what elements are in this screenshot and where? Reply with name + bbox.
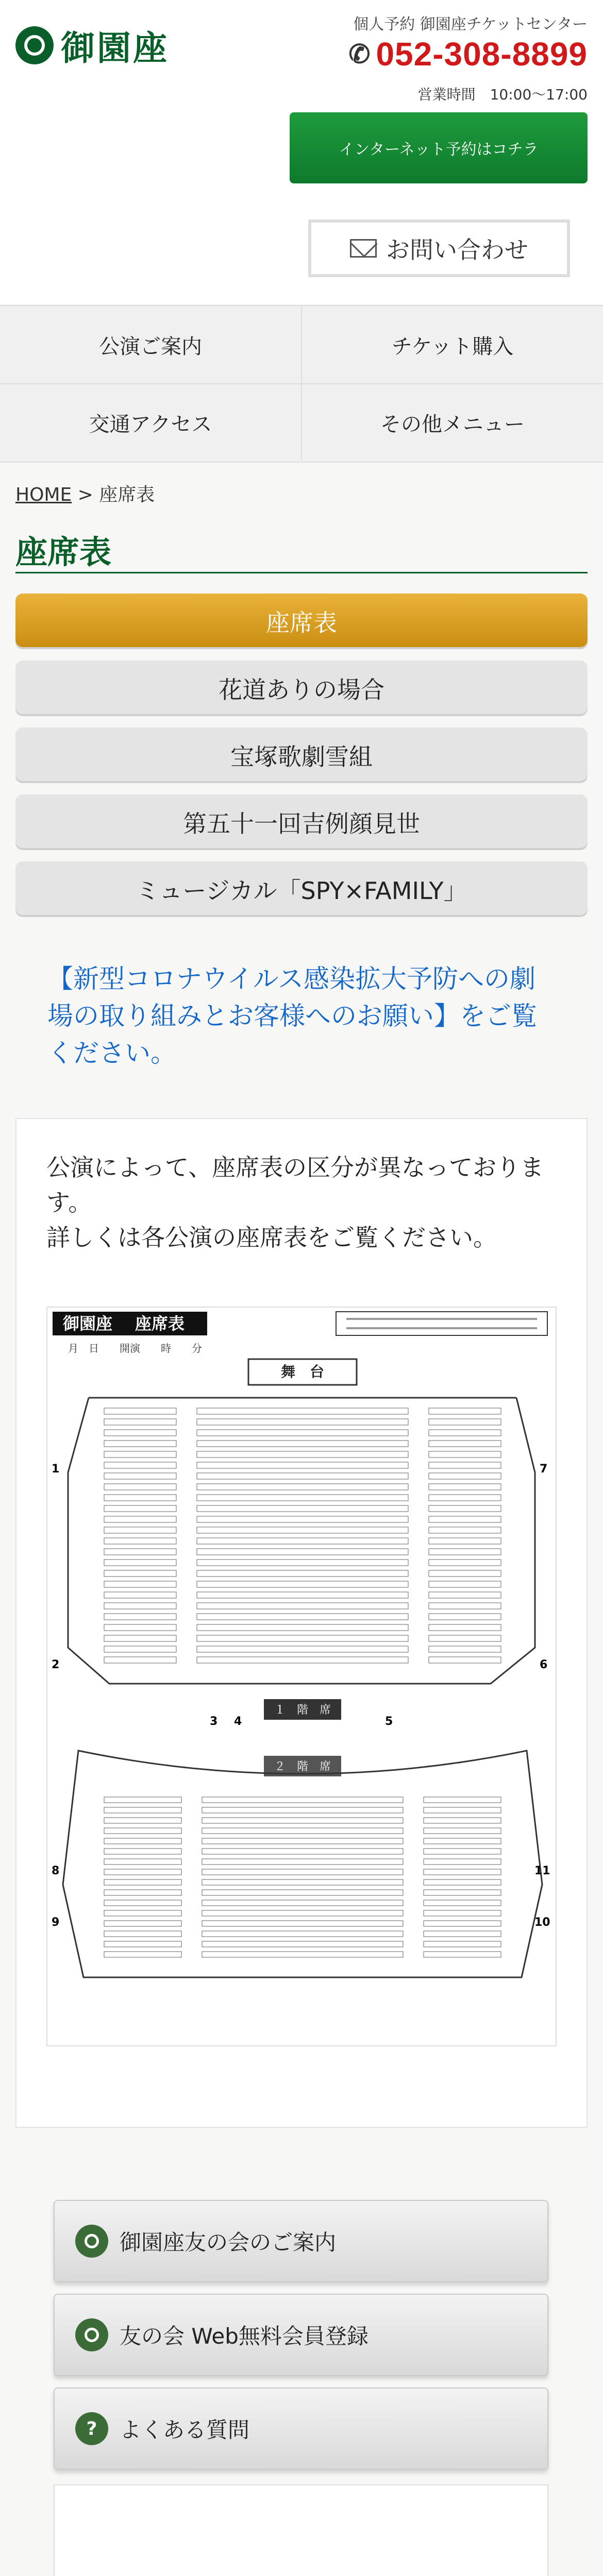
content-text-line2: 詳しくは各公演の座席表をご覧ください。 bbox=[46, 1224, 497, 1251]
seat-row bbox=[197, 1614, 408, 1620]
seat-row bbox=[197, 1440, 408, 1447]
seat-row bbox=[197, 1495, 408, 1501]
tab-takarazuka[interactable]: 宝塚歌劇雪組 bbox=[15, 727, 588, 783]
breadcrumb-separator: > bbox=[77, 484, 93, 505]
title-underline bbox=[15, 572, 588, 573]
seat-row bbox=[197, 1408, 408, 1414]
seat-row bbox=[197, 1462, 408, 1468]
seat-row bbox=[104, 1538, 176, 1544]
seat-row bbox=[202, 1807, 403, 1813]
seat-row bbox=[429, 1440, 501, 1447]
seat-row bbox=[429, 1592, 501, 1598]
tab-kaomise[interactable]: 第五十一回吉例顔見世 bbox=[15, 794, 588, 850]
faq-button[interactable] bbox=[54, 2387, 548, 2470]
covid-notice-link[interactable]: 【新型コロナウイルス感染拡大予防への劇場の取り組みとお客様へのお願い】をご覧ください。 bbox=[47, 964, 537, 1068]
seat-row bbox=[429, 1430, 501, 1436]
breadcrumb-home-link[interactable]: HOME bbox=[15, 484, 72, 505]
seatmap-gate-2: 2 bbox=[52, 1658, 60, 1671]
seat-row bbox=[424, 1828, 501, 1834]
seat-row bbox=[429, 1657, 501, 1663]
seat-row bbox=[104, 1624, 176, 1631]
seat-row bbox=[104, 1818, 181, 1823]
seat-row bbox=[429, 1527, 501, 1533]
seat-row bbox=[104, 1931, 181, 1937]
seat-row bbox=[104, 1635, 176, 1641]
logo-text: 御園座 bbox=[61, 28, 169, 68]
seat-row bbox=[104, 1921, 181, 1926]
seatmap-title: 座席表 bbox=[135, 1314, 185, 1333]
seat-row bbox=[197, 1581, 408, 1587]
seat-row bbox=[104, 1495, 176, 1501]
misonoza-flower-icon bbox=[75, 2318, 108, 2351]
seat-row bbox=[104, 1516, 176, 1522]
seat-row bbox=[197, 1430, 408, 1436]
seat-row bbox=[104, 1430, 176, 1436]
seat-row bbox=[104, 1797, 181, 1803]
seat-row bbox=[104, 1941, 181, 1947]
seat-row bbox=[104, 1603, 176, 1609]
seatmap-floor1-label: １ 階 席 bbox=[274, 1704, 331, 1717]
seat-row bbox=[104, 1505, 176, 1512]
phone-icon: ✆ bbox=[348, 40, 371, 69]
seatmap-gate-9: 9 bbox=[52, 1916, 60, 1929]
seat-row bbox=[424, 1900, 501, 1906]
seating-chart-svg bbox=[47, 1308, 556, 2045]
seat-row bbox=[424, 1838, 501, 1844]
seat-row bbox=[429, 1614, 501, 1620]
seat-row bbox=[429, 1635, 501, 1641]
seat-row bbox=[197, 1603, 408, 1609]
seat-row bbox=[104, 1900, 181, 1906]
seatmap-gate-1: 1 bbox=[52, 1463, 60, 1476]
seat-row bbox=[104, 1462, 176, 1468]
contact-button[interactable] bbox=[308, 219, 570, 277]
seat-row bbox=[202, 1879, 403, 1885]
seat-row bbox=[424, 1941, 501, 1947]
seat-row bbox=[202, 1941, 403, 1947]
internet-reservation-button[interactable]: インターネット予約はコチラ bbox=[290, 112, 588, 183]
seat-row bbox=[197, 1657, 408, 1663]
seatmap-floor2-label: ２ 階 席 bbox=[274, 1760, 331, 1773]
content-text bbox=[46, 1150, 557, 1255]
nav-item-access[interactable]: 交通アクセス bbox=[0, 383, 301, 461]
seat-row bbox=[429, 1549, 501, 1555]
breadcrumb bbox=[15, 480, 155, 506]
seat-row bbox=[197, 1451, 408, 1458]
seat-row bbox=[429, 1538, 501, 1544]
nav-item-tickets[interactable]: チケット購入 bbox=[301, 306, 603, 383]
web-member-register-button[interactable] bbox=[54, 2294, 548, 2376]
seat-row bbox=[197, 1646, 408, 1652]
seat-row bbox=[429, 1516, 501, 1522]
seat-row bbox=[429, 1581, 501, 1587]
seat-row bbox=[202, 1921, 403, 1926]
seat-row bbox=[429, 1624, 501, 1631]
friends-club-info-label: 御園座友の会のご案内 bbox=[120, 2230, 337, 2255]
seat-row bbox=[424, 1797, 501, 1803]
seat-row bbox=[424, 1910, 501, 1916]
seat-row bbox=[104, 1473, 176, 1479]
seat-row bbox=[424, 1890, 501, 1895]
seat-row bbox=[197, 1549, 408, 1555]
seat-row bbox=[424, 1869, 501, 1875]
seat-row bbox=[429, 1495, 501, 1501]
seatmap-gate-10: 10 bbox=[534, 1916, 550, 1929]
misonoza-flower-icon bbox=[15, 26, 54, 64]
mail-icon bbox=[350, 239, 377, 258]
seat-row bbox=[197, 1592, 408, 1598]
seat-row bbox=[104, 1890, 181, 1895]
seat-row bbox=[197, 1624, 408, 1631]
seat-row bbox=[429, 1419, 501, 1425]
seat-row bbox=[104, 1581, 176, 1587]
question-icon: ? bbox=[75, 2412, 108, 2445]
nav-item-performances[interactable]: 公演ご案内 bbox=[99, 334, 202, 359]
seat-row bbox=[104, 1879, 181, 1885]
seat-row bbox=[429, 1603, 501, 1609]
content-text-line1: 公演によって、座席表の区分が異なっております。 bbox=[46, 1154, 544, 1216]
seat-row bbox=[202, 1797, 403, 1803]
seat-row bbox=[104, 1657, 176, 1663]
seat-row bbox=[104, 1849, 181, 1854]
seat-row bbox=[197, 1570, 408, 1577]
seat-row bbox=[104, 1560, 176, 1566]
seat-row bbox=[424, 1921, 501, 1926]
seat-row bbox=[202, 1828, 403, 1834]
seat-row bbox=[429, 1462, 501, 1468]
seat-row bbox=[202, 1890, 403, 1895]
seatmap-floor1-rows bbox=[104, 1408, 501, 1663]
seat-row bbox=[202, 1818, 403, 1823]
seatmap-floor2-outline bbox=[63, 1751, 542, 1977]
seat-row bbox=[202, 1869, 403, 1875]
seating-chart-image bbox=[46, 1307, 557, 2046]
seat-row bbox=[202, 1859, 403, 1865]
seat-row bbox=[104, 1419, 176, 1425]
seat-row bbox=[424, 1818, 501, 1823]
seatmap-gate-8: 8 bbox=[52, 1865, 60, 1877]
seatmap-gate-11: 11 bbox=[534, 1865, 550, 1877]
contact-button-label: お問い合わせ bbox=[386, 236, 528, 264]
web-member-register-label: 友の会 Web無料会員登録 bbox=[120, 2324, 368, 2349]
seat-row bbox=[197, 1527, 408, 1533]
seatmap-logo: 御園座 bbox=[63, 1314, 113, 1333]
tab-seating-chart[interactable]: 座席表 bbox=[15, 594, 588, 649]
phone-number-text: 052-308-8899 bbox=[376, 36, 588, 73]
seat-row bbox=[429, 1560, 501, 1566]
seatmap-date-labels: 月 日 開演 時 分 bbox=[68, 1342, 202, 1354]
seat-row bbox=[104, 1549, 176, 1555]
phone-number[interactable] bbox=[349, 35, 588, 73]
tab-hanamichi[interactable]: 花道ありの場合 bbox=[15, 660, 588, 716]
seat-row bbox=[104, 1646, 176, 1652]
seat-row bbox=[104, 1869, 181, 1875]
seat-row bbox=[197, 1505, 408, 1512]
seat-row bbox=[104, 1952, 181, 1957]
seat-row bbox=[104, 1408, 176, 1414]
embedded-content-frame bbox=[54, 2484, 548, 2576]
seat-row bbox=[202, 1952, 403, 1957]
seat-row bbox=[104, 1440, 176, 1447]
seat-row bbox=[197, 1635, 408, 1641]
nav-item-other-menu[interactable]: その他メニュー bbox=[301, 383, 603, 461]
seat-row bbox=[197, 1538, 408, 1544]
seat-row bbox=[429, 1451, 501, 1458]
business-hours: 営業時間 10:00〜17:00 bbox=[417, 86, 588, 103]
seat-row bbox=[197, 1516, 408, 1522]
seat-row bbox=[104, 1451, 176, 1458]
seatmap-legend-box bbox=[336, 1312, 547, 1335]
seat-row bbox=[104, 1859, 181, 1865]
seatmap-stage-label: 舞 台 bbox=[280, 1363, 325, 1380]
seat-row bbox=[429, 1408, 501, 1414]
seat-row bbox=[104, 1828, 181, 1834]
seat-row bbox=[104, 1910, 181, 1916]
seatmap-gate-3: 3 bbox=[210, 1715, 218, 1728]
seat-row bbox=[429, 1646, 501, 1652]
seat-row bbox=[197, 1419, 408, 1425]
seat-row bbox=[424, 1879, 501, 1885]
seat-row bbox=[104, 1614, 176, 1620]
misonoza-flower-icon bbox=[75, 2225, 108, 2258]
site-logo[interactable] bbox=[15, 21, 169, 70]
seat-row bbox=[424, 1807, 501, 1813]
seat-row bbox=[429, 1505, 501, 1512]
seat-row bbox=[424, 1952, 501, 1957]
seat-row bbox=[197, 1560, 408, 1566]
friends-club-info-button[interactable] bbox=[54, 2200, 548, 2282]
seat-row bbox=[104, 1807, 181, 1813]
seat-row bbox=[429, 1570, 501, 1577]
seat-row bbox=[202, 1900, 403, 1906]
seat-row bbox=[424, 1849, 501, 1854]
seat-row bbox=[202, 1931, 403, 1937]
seat-row bbox=[104, 1570, 176, 1577]
faq-label: よくある質問 bbox=[120, 2417, 250, 2443]
seat-row bbox=[104, 1484, 176, 1490]
seatmap-gate-5: 5 bbox=[385, 1715, 393, 1728]
seat-row bbox=[202, 1849, 403, 1854]
seat-row bbox=[197, 1473, 408, 1479]
seat-row bbox=[197, 1484, 408, 1490]
seatmap-gate-7: 7 bbox=[540, 1463, 548, 1476]
seat-row bbox=[104, 1592, 176, 1598]
tab-spy-family[interactable]: ミュージカル「SPY×FAMILY」 bbox=[15, 861, 588, 917]
seatmap-floor2-rows bbox=[104, 1797, 501, 1957]
seatmap-gate-4: 4 bbox=[234, 1715, 242, 1728]
seat-row bbox=[424, 1931, 501, 1937]
seat-row bbox=[429, 1473, 501, 1479]
seat-row bbox=[202, 1838, 403, 1844]
seat-row bbox=[104, 1527, 176, 1533]
ticket-center-label: 個人予約 御園座チケットセンター bbox=[353, 15, 588, 33]
main-nav bbox=[0, 305, 603, 463]
seat-row bbox=[202, 1910, 403, 1916]
seat-row bbox=[429, 1484, 501, 1490]
seatmap-gate-6: 6 bbox=[540, 1658, 548, 1671]
seat-row bbox=[424, 1859, 501, 1865]
seat-row bbox=[104, 1838, 181, 1844]
breadcrumb-current: 座席表 bbox=[99, 484, 155, 505]
page-title: 座席表 bbox=[15, 533, 112, 571]
